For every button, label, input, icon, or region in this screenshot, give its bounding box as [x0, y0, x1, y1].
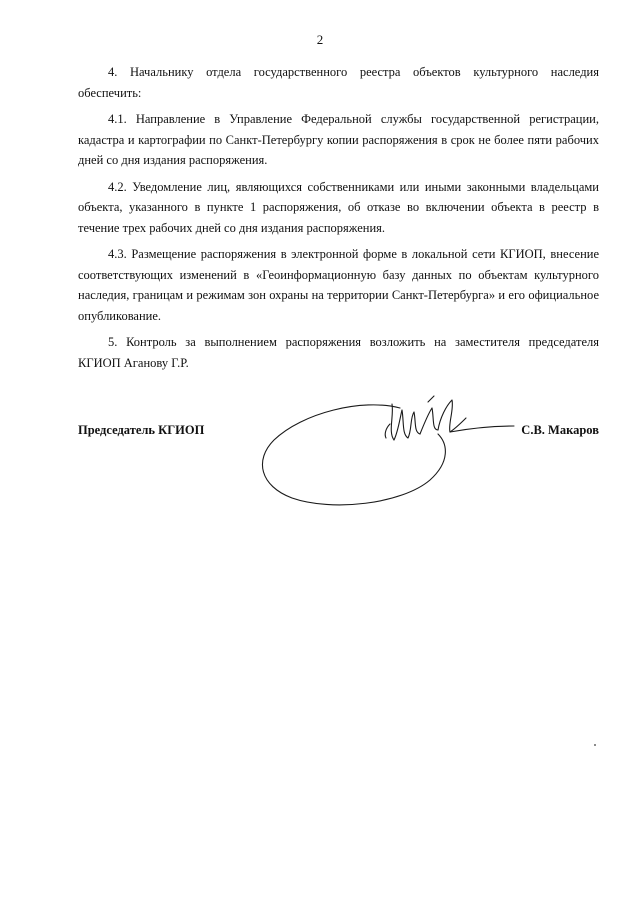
scan-dot	[594, 744, 596, 746]
document-body	[78, 62, 599, 379]
paragraph-4: 4. Начальнику отдела государственного реестра объектов культурного наследия обеспечить:	[78, 65, 599, 100]
paragraph-4-3: 4.3. Размещение распоряжения в электронной форме в локальной сети КГИОП, внесение соответствующих изменений в «Геоинформационную базу данных по объектам культурного наследия, границам и режимам зон охраны на территории Санкт-Петербурга» и его официальное опубликование.	[78, 247, 599, 323]
signatory-position: Председатель КГИОП	[78, 423, 205, 437]
signatory-name: С.В. Макаров	[521, 423, 599, 437]
page-number: 2	[316, 32, 324, 47]
paragraph-5: 5. Контроль за выполнением распоряжения возложить на заместителя председателя КГИОП Аганову Г.Р.	[78, 335, 599, 370]
handwritten-signature-icon	[252, 388, 520, 518]
paragraph-4-1: 4.1. Направление в Управление Федеральной службы государственной регистрации, кадастра и картографии по Санкт-Петербургу копии распоряжения в срок не более пяти рабочих дней со дня издания распоряжения.	[78, 112, 599, 167]
paragraph-4-2: 4.2. Уведомление лиц, являющихся собственниками или иными законными владельцами объекта, указанного в пункте 1 распоряжения, об отказе во включении объекта в реестр в течение трех рабочих дней со дня издания распоряжения.	[78, 179, 599, 235]
